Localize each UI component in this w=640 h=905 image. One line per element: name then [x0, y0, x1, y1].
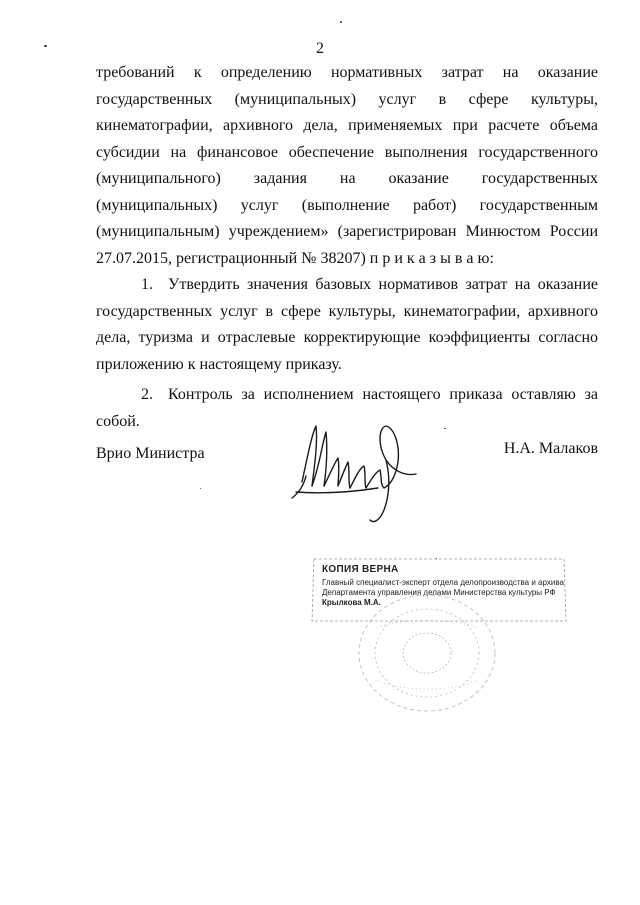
signatory-name: Н.А. Малаков	[503, 440, 598, 457]
item-text: к настоящему приказу.	[187, 355, 342, 373]
intro-line: государственных (муниципальных) услуг (выполнение работ)	[96, 170, 599, 214]
intro-line: (муниципальных) услуг в сфере культуры, кинематографии, архивного дела,	[96, 90, 599, 134]
item-text: Утвердить значения базовых нормативов затрат на оказание	[168, 276, 598, 293]
item-number: 1.	[141, 276, 153, 293]
signatory-title: Врио Министра	[96, 445, 205, 462]
item-number: 2.	[141, 386, 153, 403]
stamp-department: Департамента управления делами Министерства культуры РФ	[322, 588, 556, 597]
document-body	[96, 60, 598, 435]
stamp-position: Главный специалист-эксперт отдела делопроизводства и архива	[322, 578, 564, 587]
intro-line: государственным (муниципальным) учреждением» (зарегистрирован	[96, 196, 598, 240]
intro-line: применяемых при расчете объема субсидии на финансовое обеспечение	[96, 117, 598, 161]
intro-line: требований к определению нормативных затрат на оказание государственных	[96, 64, 598, 108]
item-text: Контроль за исполнением настоящего приказа оставляю за собой.	[96, 386, 598, 430]
scan-speck	[436, 558, 437, 559]
intro-line-last: Минюстом России 27.07.2015, регистрационный № 38207)	[96, 223, 599, 267]
order-word: п р и к а з ы в а ю:	[369, 249, 494, 267]
scan-speck	[44, 45, 47, 47]
page-number: 2	[316, 40, 324, 57]
item-text: туризма и отраслевые корректирующие коэффициенты согласно приложению	[96, 329, 598, 373]
handwritten-signature	[282, 414, 442, 529]
scan-speck	[200, 488, 201, 489]
list-item	[96, 272, 598, 378]
intro-paragraph	[96, 60, 598, 272]
stamp-heading: КОПИЯ ВЕРНА	[322, 564, 399, 575]
scan-speck	[444, 428, 446, 429]
intro-line: выполнения государственного (муниципального) задания на оказание	[96, 143, 598, 187]
item-text: государственных услуг в сфере культуры, кинематографии, архивного дела,	[96, 302, 598, 346]
official-seal	[352, 588, 502, 718]
scan-speck	[340, 21, 342, 23]
stamp-signer: Крылкова М.А.	[322, 598, 381, 607]
